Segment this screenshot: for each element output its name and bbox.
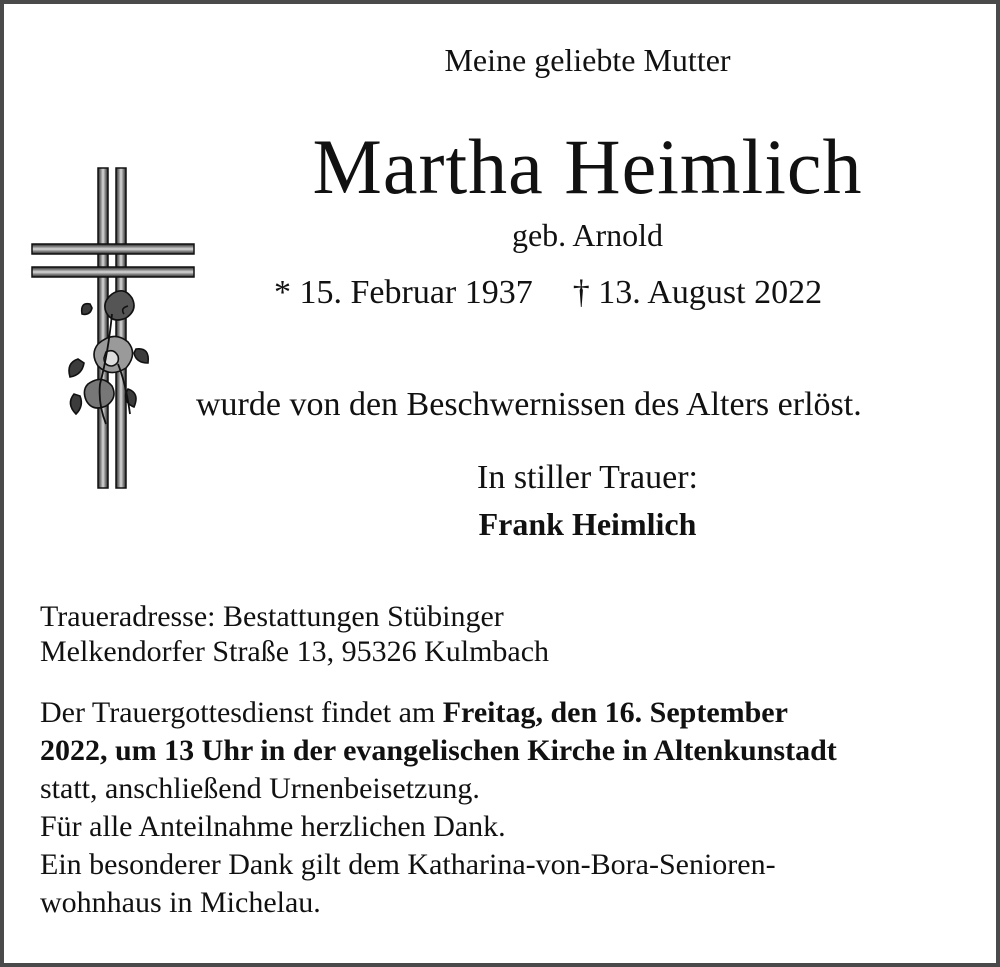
birth-date: * 15. Februar 1937 <box>274 274 533 311</box>
life-dates <box>274 274 822 312</box>
address-line-1: Traueradresse: Bestattungen Stübinger <box>40 600 504 633</box>
address-line-2: Melkendorfer Straße 13, 95326 Kulmbach <box>40 635 550 668</box>
relief-line: wurde von den Beschwernissen des Alters erlöst. <box>196 386 862 423</box>
service-line-3: statt, anschließend Urnenbeisetzung. <box>40 772 480 805</box>
service-text: Der Trauergottesdienst findet am <box>40 696 443 729</box>
intro-line: Meine geliebte Mutter <box>444 42 731 78</box>
service-time-place: 2022, um 13 Uhr in der evangelischen Kirche in Altenkunstadt <box>40 734 837 767</box>
mourning-label: In stiller Trauer: <box>477 459 698 496</box>
death-date: † 13. August 2022 <box>572 274 823 311</box>
service-line-2 <box>40 732 980 770</box>
deceased-name: Martha Heimlich <box>312 123 863 210</box>
cross-with-roses-icon <box>28 164 200 494</box>
special-thanks-line-1: Ein besonderer Dank gilt dem Katharina-von-Bora-Senioren- <box>40 848 776 881</box>
mourner-name: Frank Heimlich <box>478 506 697 542</box>
special-thanks-line-2: wohnhaus in Michelau. <box>40 886 321 919</box>
service-date: Freitag, den 16. September <box>442 696 788 729</box>
service-line-1 <box>40 694 980 732</box>
thanks-line: Für alle Anteilnahme herzlichen Dank. <box>40 810 506 843</box>
service-notice <box>40 694 980 922</box>
maiden-name: geb. Arnold <box>511 217 664 253</box>
